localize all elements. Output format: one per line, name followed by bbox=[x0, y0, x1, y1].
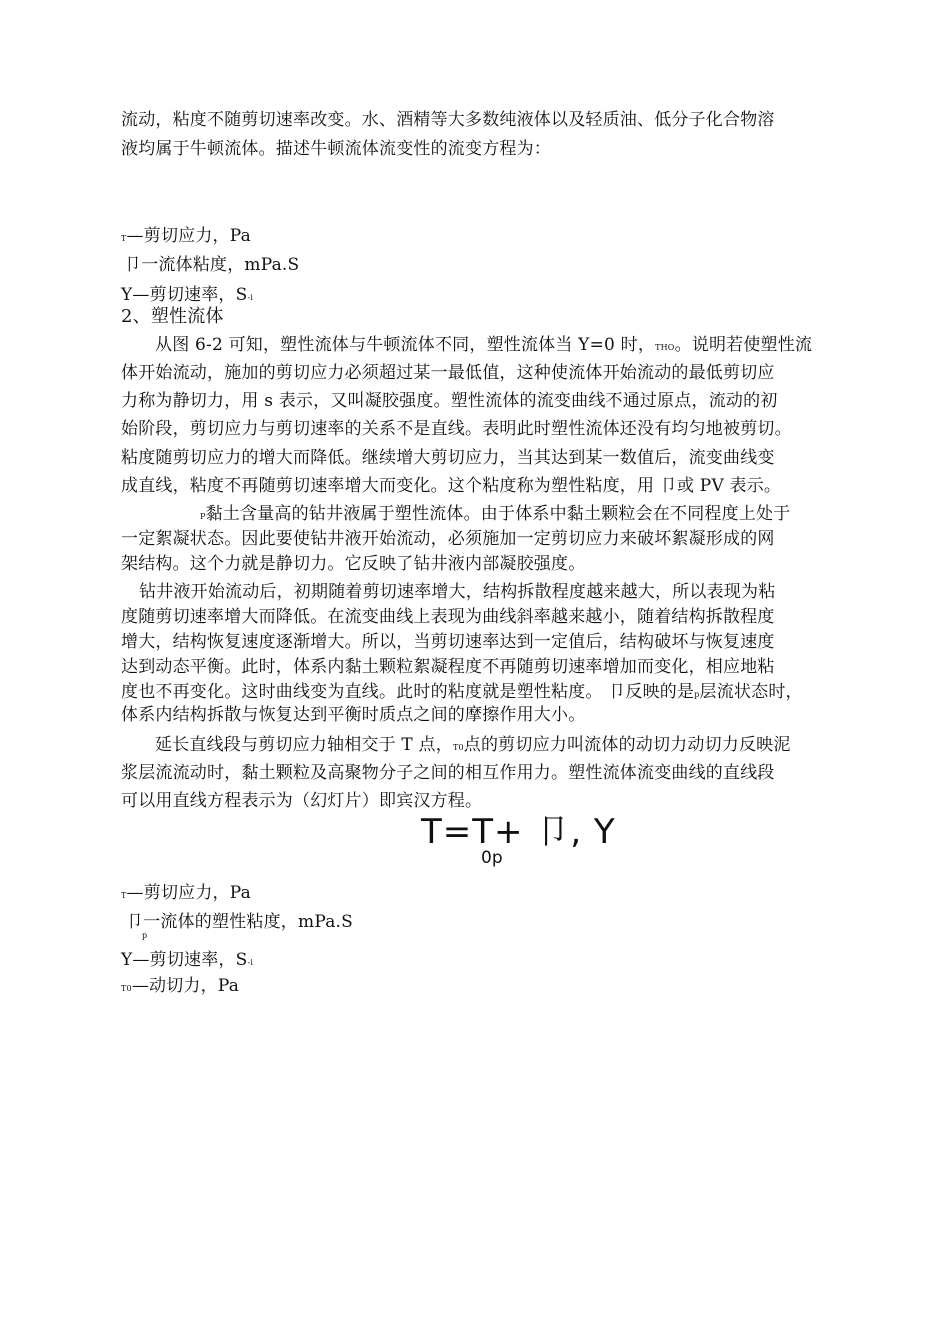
para3-line-3: 增大，结构恢复速度逐渐增大。所以，当剪切速率达到一定值后，结构破坏与恢复速度 bbox=[121, 632, 775, 652]
symbol-run: p bbox=[694, 690, 700, 699]
symbol-run: T0 bbox=[452, 743, 464, 752]
legend-text: —剪切应力，Pa bbox=[126, 883, 251, 903]
para1-line-2: 体开始流动，施加的剪切应力必须超过某一最低值，这种使流体开始流动的最低剪切应 bbox=[121, 363, 775, 383]
legend-text: —动切力，Pa bbox=[131, 976, 240, 996]
para1-line-4: 始阶段，剪切应力与剪切速率的关系不是直线。表明此时塑性流体还没有均匀地被剪切。 bbox=[121, 419, 792, 439]
legend-text: Y—剪切速率，S bbox=[121, 285, 248, 305]
legend-shear-stress bbox=[121, 221, 251, 246]
intro-line-1: 流动，粘度不随剪切速率改变。水、酒精等大多数纯液体以及轻质油、低分子化合物溶 bbox=[121, 110, 775, 130]
mu-symbol: 卩 bbox=[124, 255, 142, 275]
text-run: 。说明若使塑性流 bbox=[674, 335, 813, 355]
mu-symbol: 卩 bbox=[126, 912, 144, 932]
legend-viscosity bbox=[124, 250, 299, 275]
para4-line-2: 浆层流流动时，黏土颗粒及高聚物分子之间的相互作用力。塑性流体流变曲线的直线段 bbox=[121, 763, 775, 783]
mark: P bbox=[200, 512, 206, 521]
text-run: 点的剪切应力叫流体的动切力动切力反映泥 bbox=[463, 735, 791, 755]
para2-line-3: 架结构。这个力就是静切力。它反映了钻井液内部凝胶强度。 bbox=[121, 554, 586, 574]
section-heading: 2、塑性流体 bbox=[121, 306, 224, 327]
para4-line-3: 可以用直线方程表示为（幻灯片）即宾汉方程。 bbox=[121, 791, 483, 811]
tau0-symbol: T0 bbox=[121, 984, 132, 993]
symbol-run: THO bbox=[655, 343, 675, 352]
text-run: 黏土含量高的钻井液属于塑性流体。由于体系中黏土颗粒会在不同程度上处于 bbox=[205, 504, 791, 524]
exponent: -i bbox=[247, 293, 254, 302]
para3-line-4: 达到动态平衡。此时，体系内黏土颗粒絮凝程度不再随剪切速率增加而变化，相应地粘 bbox=[121, 657, 775, 677]
intro-line-2: 液均属于牛顿流体。描述牛顿流体流变性的流变方程为： bbox=[121, 139, 551, 159]
text-run: 层流状态时， bbox=[699, 682, 803, 702]
legend-shear-stress-2 bbox=[121, 878, 251, 903]
para2-line-1 bbox=[200, 499, 790, 524]
text-run: 延长直线段与剪切应力轴相交于 T 点， bbox=[155, 735, 453, 755]
tau-symbol: T bbox=[121, 234, 127, 243]
text-run: 度也不再变化。这时曲线变为直线。此时的粘度就是塑性粘度。 卩反映的是 bbox=[121, 682, 695, 702]
legend-text: Y—剪切速率，S bbox=[121, 950, 248, 970]
para3-line-1: 钻井液开始流动后，初期随着剪切速率增大，结构拆散程度越来越大，所以表现为粘 bbox=[139, 582, 776, 602]
legend-shear-rate-2 bbox=[121, 945, 253, 970]
legend-yield-point bbox=[121, 971, 239, 996]
para1-line-3: 力称为静切力，用 s 表示，又叫凝胶强度。塑性流体的流变曲线不通过原点，流动的初 bbox=[121, 391, 778, 411]
exponent: -i bbox=[247, 958, 254, 967]
para4-line-1 bbox=[155, 730, 791, 755]
para3-line-2: 度随剪切速率增大而降低。在流变曲线上表现为曲线斜率越来越小，随着结构拆散程度 bbox=[121, 607, 775, 627]
text-run: 从图 6-2 可知，塑性流体与牛顿流体不同，塑性流体当 Y=0 时， bbox=[155, 335, 656, 355]
mu-subscript: p bbox=[142, 931, 148, 940]
para3-line-5 bbox=[121, 677, 803, 702]
para1-line-6: 成直线，粘度不再随剪切速率增大而变化。这个粘度称为塑性粘度，用 卩或 PV 表示。 bbox=[121, 476, 782, 496]
legend-plastic-viscosity bbox=[126, 907, 353, 932]
legend-text: 一流体的塑性粘度，mPa.S bbox=[143, 912, 353, 932]
legend-text: —剪切应力，Pa bbox=[126, 226, 251, 246]
para1-line-5: 粘度随剪切应力的增大而降低。继续增大剪切应力，当其达到某一数值后，流变曲线变 bbox=[121, 448, 775, 468]
bingham-equation-subscripts: 0p bbox=[481, 848, 503, 868]
para3-line-6: 体系内结构拆散与恢复达到平衡时质点之间的摩擦作用大小。 bbox=[121, 705, 586, 725]
para2-line-2: 一定絮凝状态。因此要使钻井液开始流动，必须施加一定剪切应力来破坏絮凝形成的网 bbox=[121, 529, 775, 549]
para1-line-1 bbox=[155, 330, 812, 355]
tau-symbol: T bbox=[121, 891, 127, 900]
legend-text: 一流体粘度，mPa.S bbox=[141, 255, 300, 275]
bingham-equation: T=T+ 卩, Y bbox=[421, 812, 616, 852]
